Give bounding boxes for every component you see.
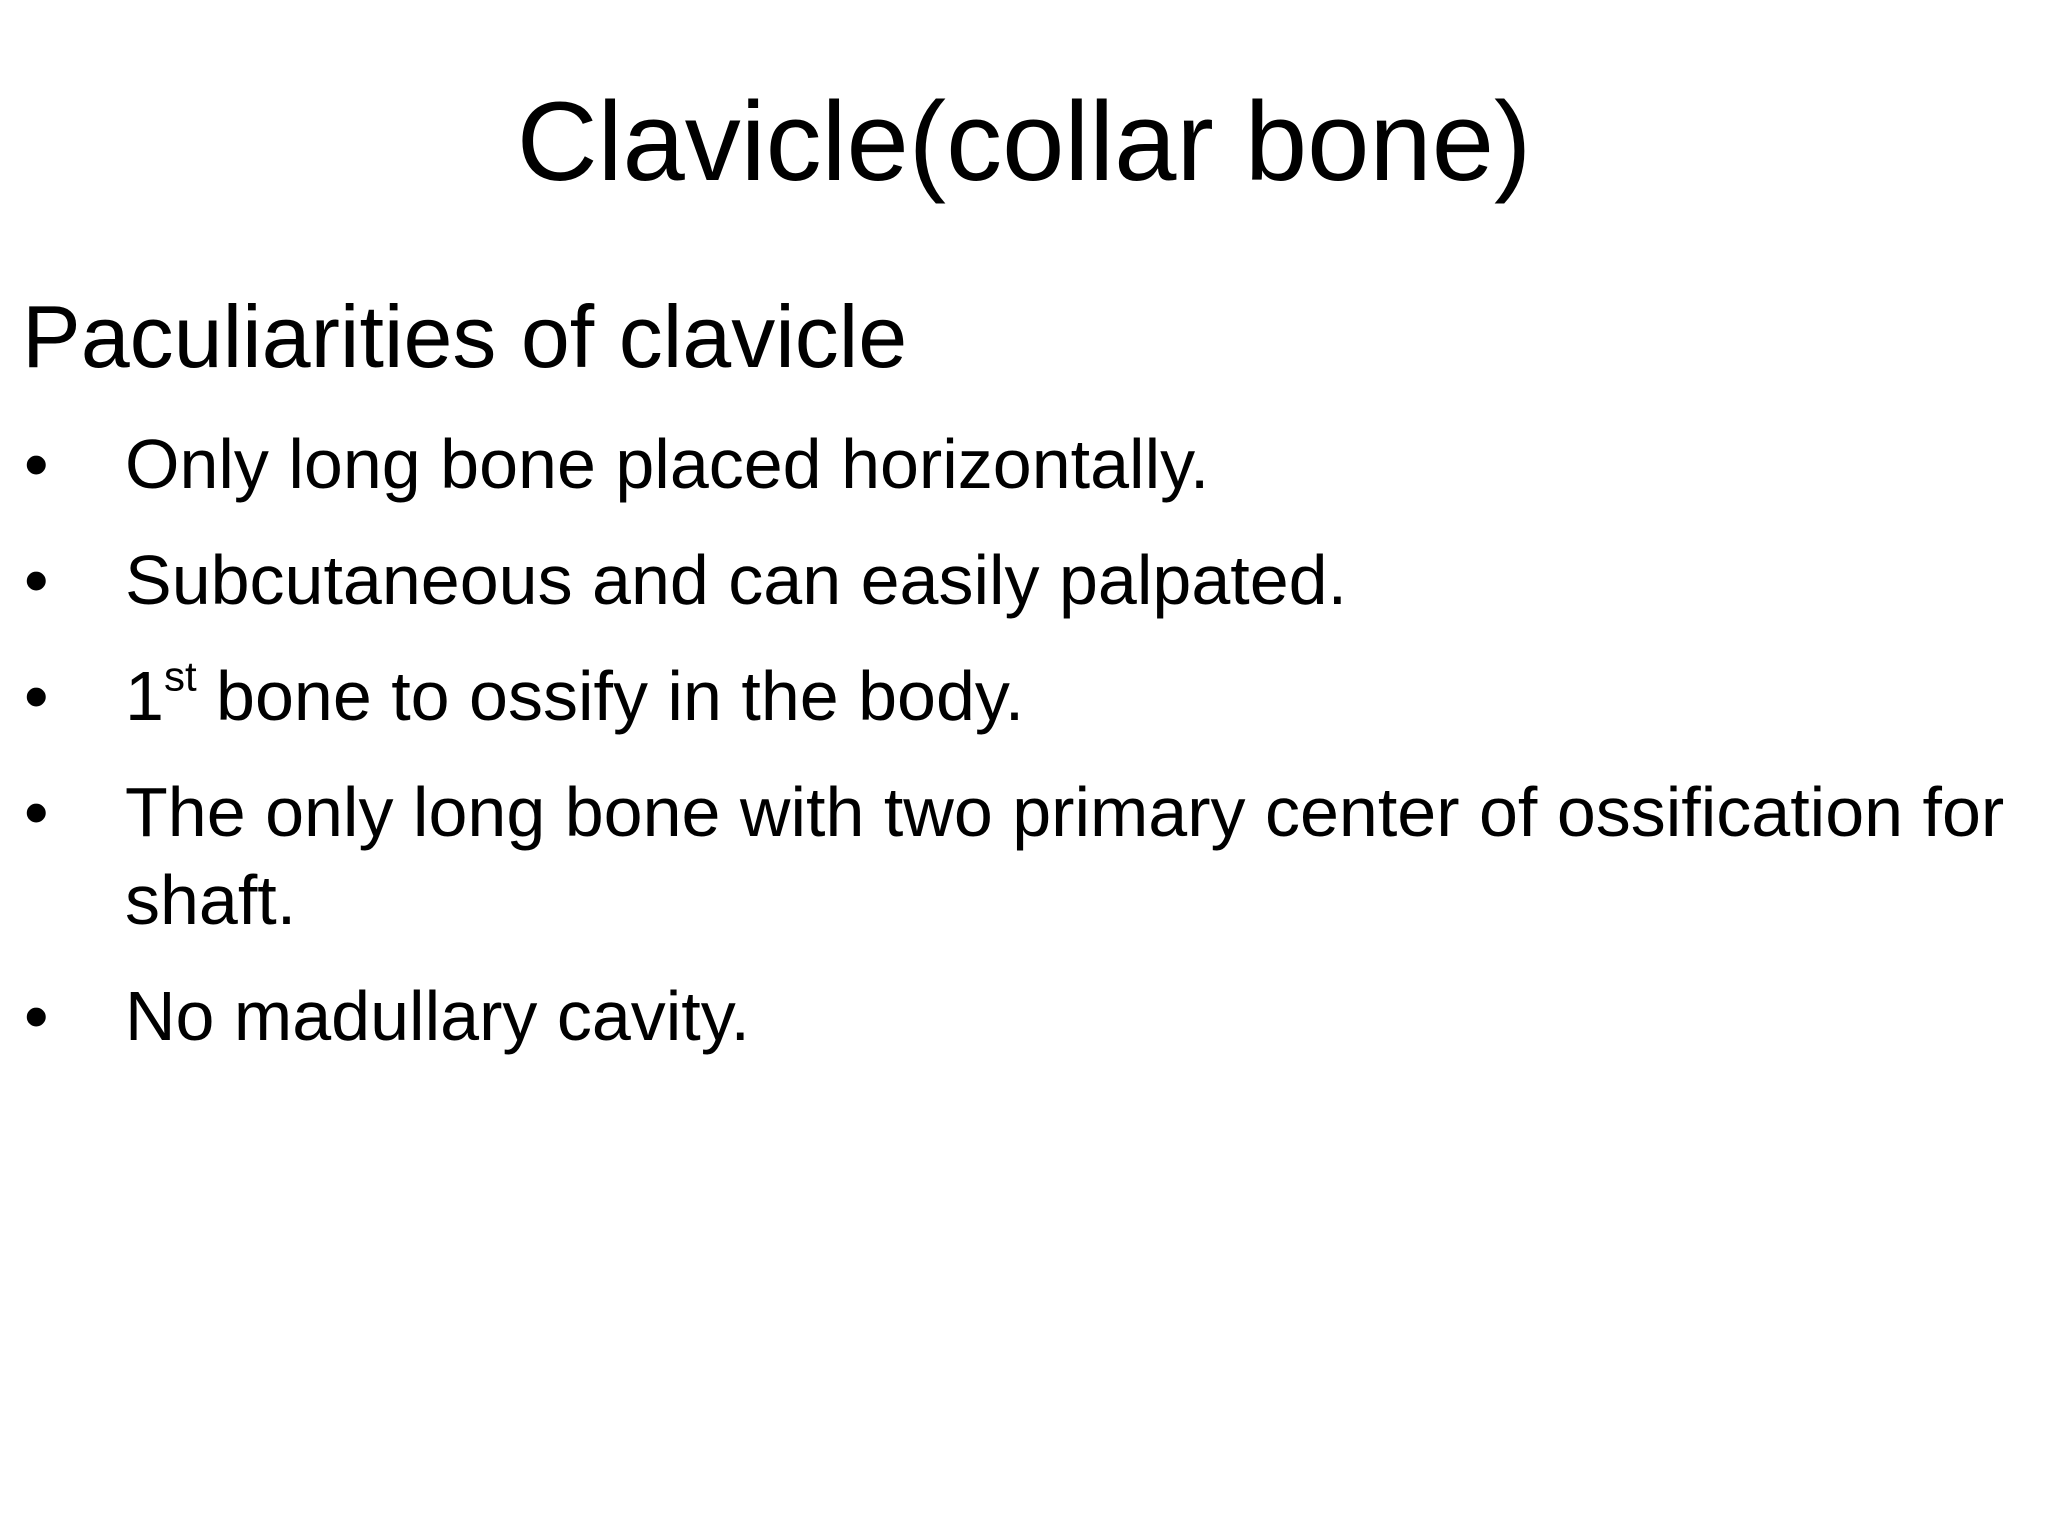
bullet-marker: •: [24, 425, 49, 503]
bullet-text: No madullary cavity.: [125, 977, 751, 1055]
list-item: [0, 972, 2048, 1060]
bullet-text: Only long bone placed horizontally.: [125, 425, 1210, 503]
bullet-text: [125, 652, 1025, 735]
ordinal-suffix: st: [163, 652, 197, 700]
bullet-marker: •: [24, 773, 49, 851]
list-item: [0, 652, 2048, 740]
bullet-list: [0, 420, 2048, 1088]
slide-title: Clavicle(collar bone): [516, 79, 1532, 204]
bullet-text-rest: bone to ossify in the body.: [196, 657, 1025, 735]
bullet-text: The only long bone with two primary center of ossification for shaft.: [125, 773, 2005, 939]
bullet-marker: •: [24, 657, 49, 735]
list-item: [0, 420, 2048, 508]
bullet-marker: •: [24, 541, 49, 619]
list-item: [0, 768, 2048, 944]
ordinal-number: 1: [125, 657, 164, 735]
subheading: Paculiarities of clavicle: [22, 287, 908, 386]
bullet-text: Subcutaneous and can easily palpated.: [125, 541, 1348, 619]
bullet-marker: •: [24, 977, 49, 1055]
list-item: [0, 536, 2048, 624]
